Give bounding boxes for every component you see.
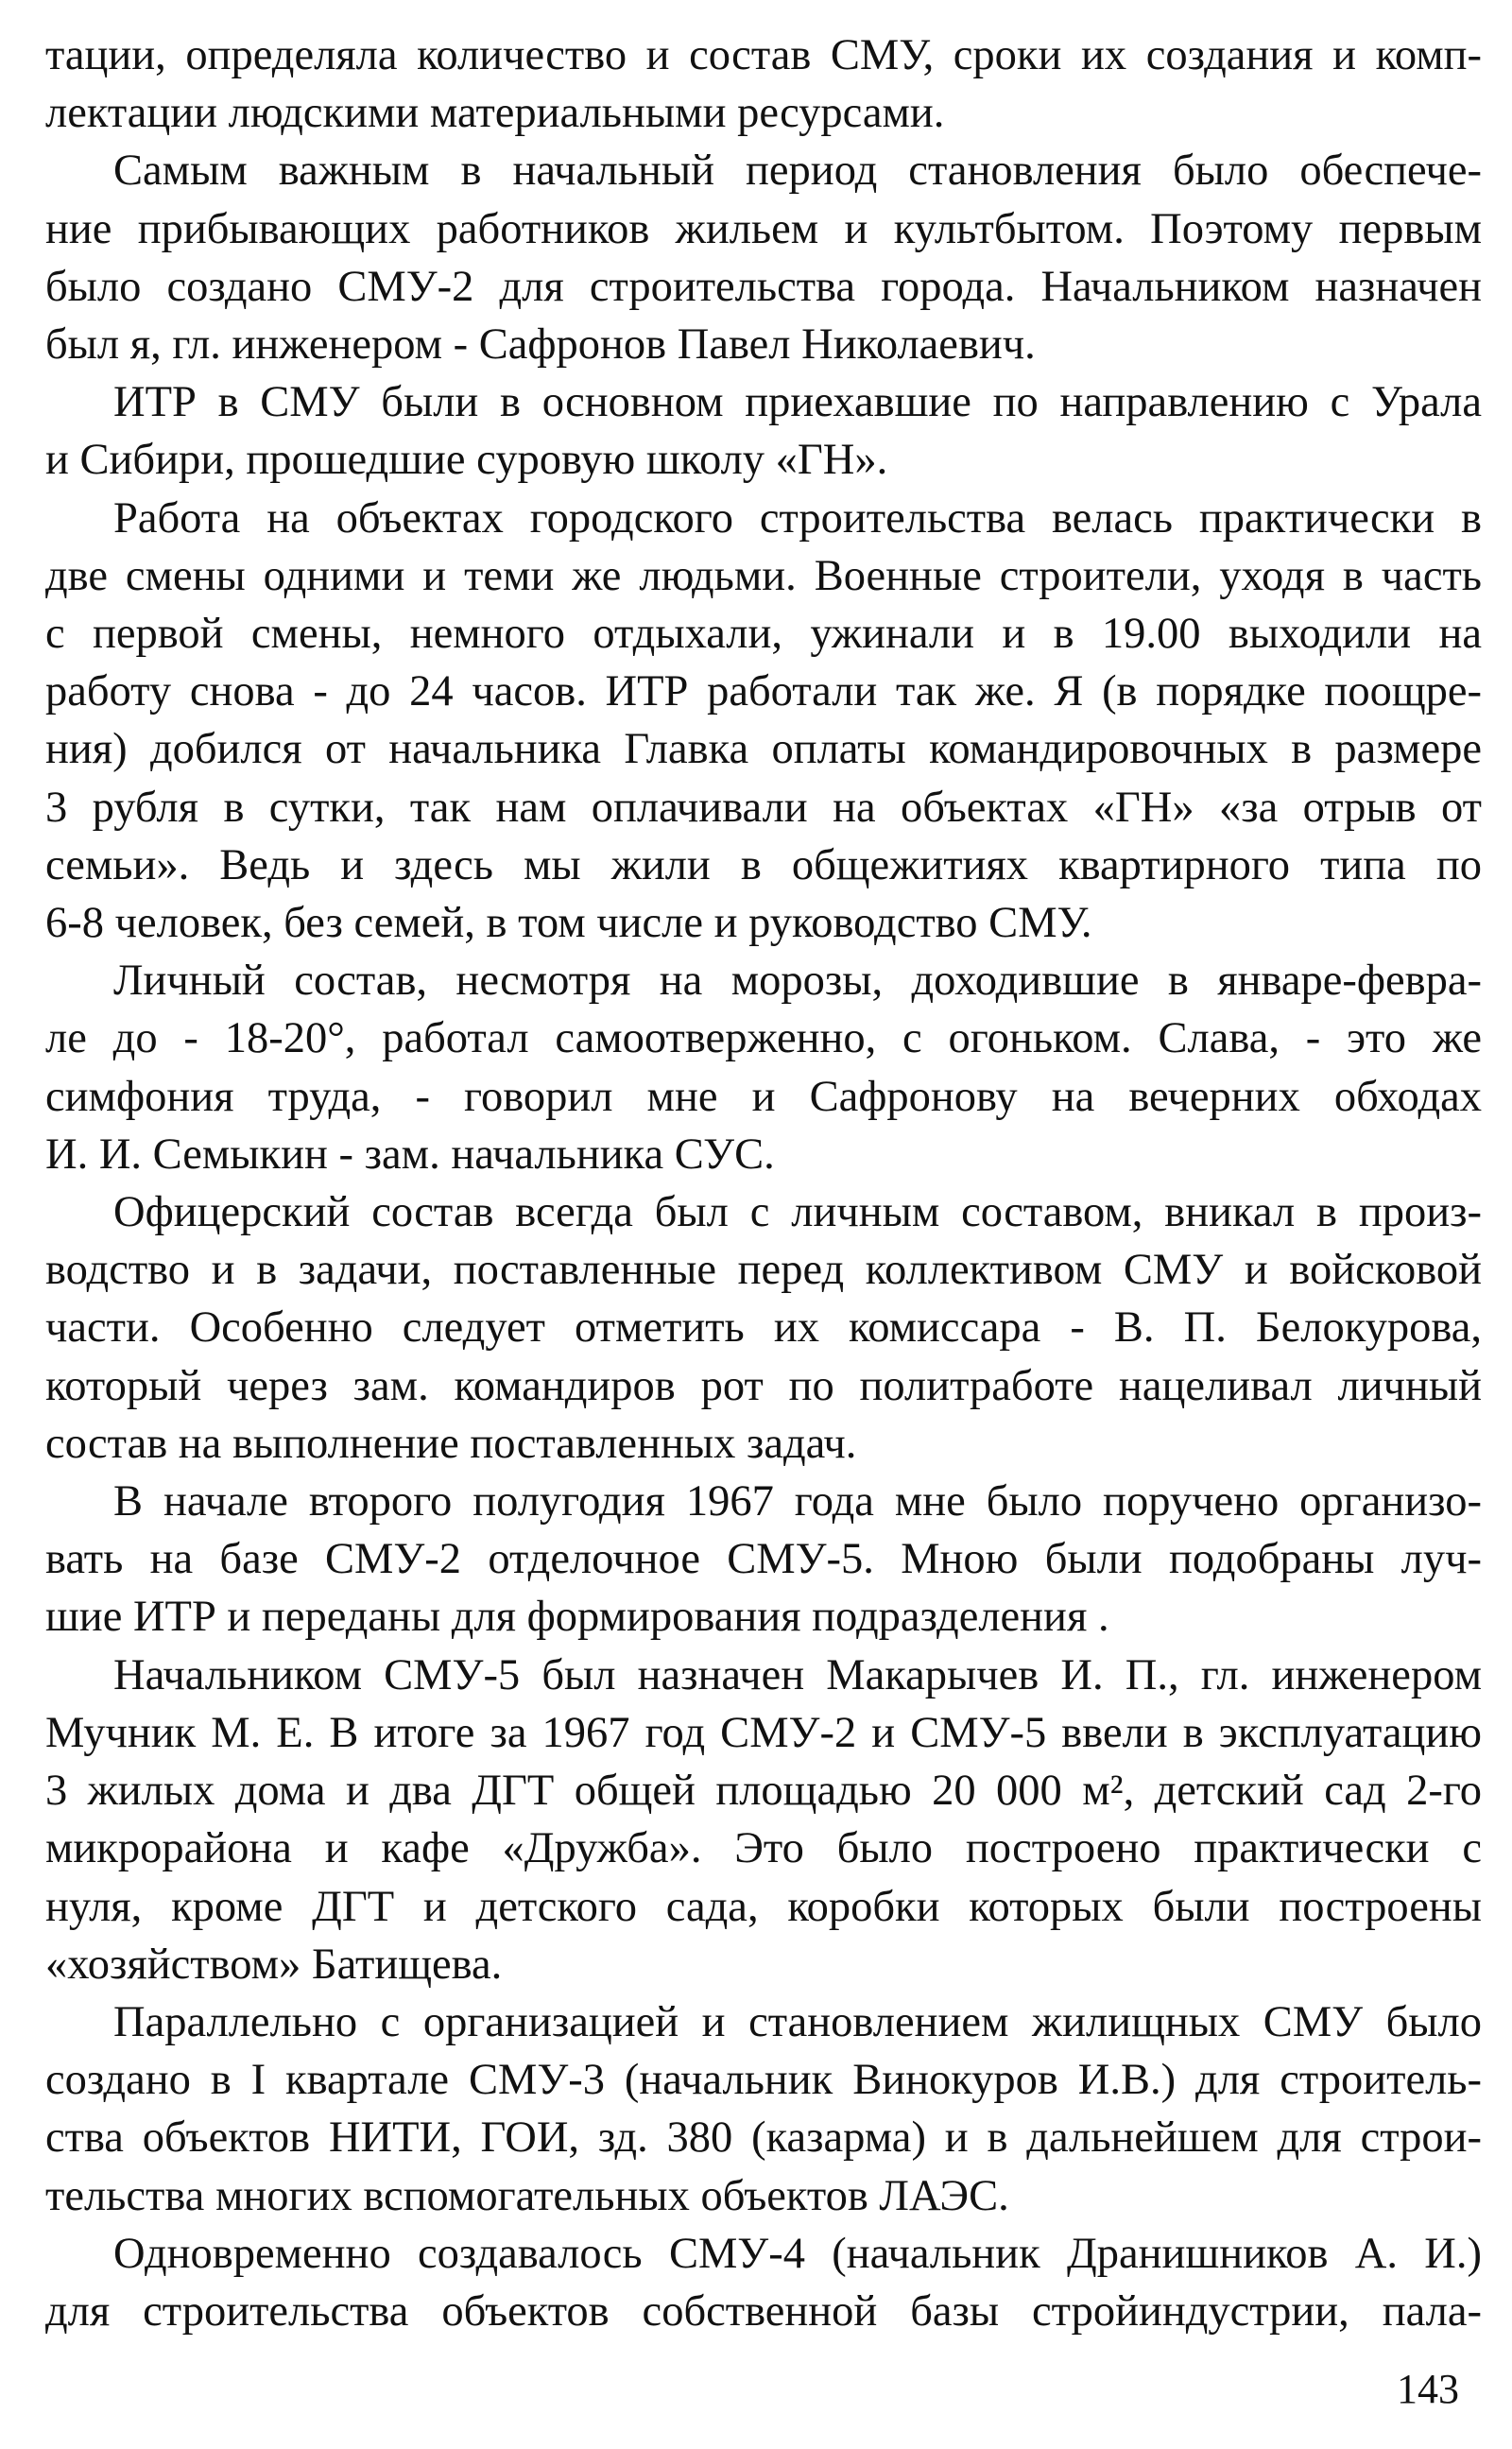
paragraph <box>45 142 1482 373</box>
text-line: Начальником СМУ-5 был назначен Макарычев И. П., гл. инженером <box>113 1650 1482 1699</box>
text-line: 3 жилых дома и два ДГТ общей площадью 20 000 м², детский сад 2-го <box>45 1767 1482 1816</box>
paragraph <box>45 373 1482 489</box>
text-line: нуля, кроме ДГТ и детского сада, коробки которых были построены <box>45 1882 1482 1931</box>
text-line: ИТР в СМУ были в основном приехавшие по направлению с Урала <box>113 378 1482 427</box>
text-line: создано в I квартале СМУ-3 (начальник Винокуров И.В.) для строитель- <box>45 2056 1482 2105</box>
text-line: ния) добился от начальника Главка оплаты командировочных в размере <box>45 725 1482 774</box>
text-line: Работа на объектах городского строительства велась практически в <box>113 493 1482 543</box>
text-line: 6-8 человек, без семей, в том числе и руководство СМУ. <box>45 899 1092 948</box>
text-line: было создано СМУ-2 для строительства города. Начальником назначен <box>45 262 1482 311</box>
text-line: который через зам. командиров рот по политработе нацеливал личный <box>45 1361 1482 1410</box>
text-line: симфония труда, - говорил мне и Сафронову на вечерних обходах <box>45 1072 1482 1121</box>
paragraph <box>45 1183 1482 1473</box>
text-line: Мучник М. Е. В итоге за 1967 год СМУ-2 и СМУ-5 ввели в эксплуатацию <box>45 1708 1482 1757</box>
text-line: И. И. Семыкин - зам. начальника СУС. <box>45 1130 775 1179</box>
text-line: водство и в задачи, поставленные перед коллективом СМУ и войсковой <box>45 1246 1482 1295</box>
text-line: состав на выполнение поставленных задач. <box>45 1419 857 1468</box>
text-line: ние прибывающих работников жильем и культбытом. Поэтому первым <box>45 204 1482 253</box>
page-number: 143 <box>1397 2366 1459 2412</box>
text-line: шие ИТР и переданы для формирования подразделения . <box>45 1593 1109 1642</box>
paragraph <box>45 1993 1482 2225</box>
text-line: микрорайона и кафе «Дружба». Это было построено практически с <box>45 1824 1482 1873</box>
text-line: тельства многих вспомогательных объектов ЛАЭС. <box>45 2171 1009 2220</box>
text-line: семьи». Ведь и здесь мы жили в общежитиях квартирного типа по <box>45 840 1482 889</box>
text-line: был я, гл. инженером - Сафронов Павел Николаевич. <box>45 320 1036 370</box>
paragraph <box>45 2225 1482 2340</box>
text-line: части. Особенно следует отметить их комиссара - В. П. Белокурова, <box>45 1303 1482 1353</box>
text-line: 3 рубля в сутки, так нам оплачивали на объектах «ГН» «за отрыв от <box>45 783 1482 832</box>
paragraph <box>45 1647 1482 1993</box>
paragraph <box>45 490 1482 953</box>
text-line: с первой смены, немного отдыхали, ужинали и в 19.00 выходили на <box>45 610 1482 659</box>
paragraph <box>45 1473 1482 1647</box>
text-line: две смены одними и теми же людьми. Военные строители, уходя в часть <box>45 551 1482 600</box>
text-line: вать на базе СМУ-2 отделочное СМУ-5. Мною были подобраны луч- <box>45 1535 1482 1584</box>
text-line: тации, определяла количество и состав СМУ, сроки их создания и комп- <box>45 31 1482 79</box>
text-line: и Сибири, прошедшие суровую школу «ГН». <box>45 436 888 485</box>
text-line: работу снова - до 24 часов. ИТР работали так же. Я (в порядке поощре- <box>45 667 1482 716</box>
text-line: В начале второго полугодия 1967 года мне было поручено организо- <box>113 1477 1482 1526</box>
text-line: Личный состав, несмотря на морозы, доходившие в январе-февра- <box>113 957 1482 1006</box>
text-line: для строительства объектов собственной базы стройиндустрии, пала- <box>45 2286 1482 2336</box>
text-line: ства объектов НИТИ, ГОИ, зд. 380 (казарма) и в дальнейшем для строи- <box>45 2113 1482 2163</box>
text-line: Офицерский состав всегда был с личным составом, вникал в произ- <box>113 1188 1482 1237</box>
text-line: ле до - 18-20°, работал самоотверженно, с огоньком. Слава, - это же <box>45 1014 1482 1063</box>
text-line: Параллельно с организацией и становлением жилищных СМУ было <box>113 1997 1482 2046</box>
text-line: Одновременно создавалось СМУ-4 (начальник Дранишников А. И.) <box>113 2229 1482 2278</box>
text-line: «хозяйством» Батищева. <box>45 1940 503 1989</box>
text-line: Самым важным в начальный период становления было обеспече- <box>113 147 1482 196</box>
body-text <box>45 26 1482 2340</box>
paragraph <box>45 952 1482 1183</box>
paragraph <box>45 26 1482 142</box>
text-line: лектации людскими материальными ресурсами. <box>45 89 945 138</box>
